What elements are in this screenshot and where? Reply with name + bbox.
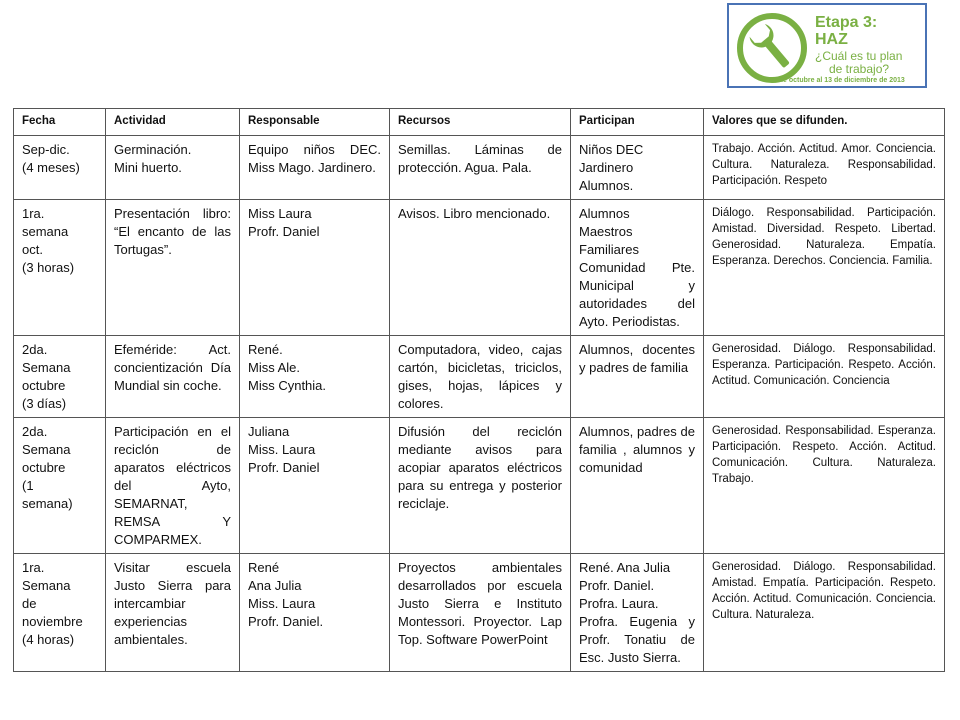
header-recursos: Recursos [390,109,571,136]
cell-participan [571,336,704,418]
table-row [14,336,945,418]
cell-line: Alumnos, padres de familia , alumnos y comunidad [579,424,695,475]
cell-fecha [14,336,106,418]
cell-valores: Generosidad. Diálogo. Responsabilidad. Esperanza. Participación. Respeto. Acción. Actitud. Comunicación. Conciencia [704,336,945,418]
cell-line: octubre [22,378,66,393]
cell-line: (4 horas) [22,632,75,647]
cell-participan [571,136,704,200]
cell-line: (3 días) [22,396,67,411]
table-row [14,554,945,672]
cell-line: Alumnos [579,206,630,221]
cell-line: René. Ana Julia [579,560,671,575]
cell-line: de [22,596,37,611]
table-row [14,136,945,200]
cell-recursos: Difusión del reciclón mediante avisos para acopiar aparatos eléctricos para su entrega y posterior reciclaje. [390,418,571,554]
cell-line: Semana [22,578,71,593]
table-row [14,418,945,554]
cell-line: Alumnos, docentes y padres de familia [579,342,695,375]
work-plan-table [13,108,945,672]
cell-line: Profr. Daniel. [579,578,655,593]
badge-question-line1: ¿Cuál es tu plan [815,49,903,63]
cell-actividad [106,136,240,200]
cell-responsable [240,200,390,336]
cell-fecha [14,554,106,672]
cell-valores: Generosidad. Diálogo. Responsabilidad. Amistad. Empatía. Participación. Respeto. Acción. Actitud. Comunicación. Conciencia. Cultura. Naturaleza. [704,554,945,672]
cell-line: Mini huerto. [114,160,182,175]
cell-valores: Diálogo. Responsabilidad. Participación. Amistad. Diversidad. Respeto. Libertad. Generosidad. Naturaleza. Empatía. Esperanza. Derechos. Conciencia. Familia. [704,200,945,336]
cell-participan [571,200,704,336]
cell-line: Sep-dic. [22,142,70,157]
cell-line: Miss. Laura [248,596,316,611]
cell-line: Miss Ale. [248,360,301,375]
cell-line: Profr. Daniel. [248,614,324,629]
header-responsable: Responsable [240,109,390,136]
header-fecha: Fecha [14,109,106,136]
stage-badge [727,3,927,88]
badge-dates: 28 de octubre al 13 de diciembre de 2013 [769,77,905,84]
wrench-icon [735,11,809,85]
cell-line: semana [22,224,69,239]
cell-actividad [106,418,240,554]
cell-line: octubre [22,460,66,475]
cell-line: Profr. Daniel [248,460,320,475]
cell-responsable [240,418,390,554]
cell-line: 2da. [22,342,48,357]
cell-line: 1ra. [22,560,45,575]
cell-responsable: Equipo niños DEC. Miss Mago. Jardinero. [240,136,390,200]
cell-line: Participación en el reciclón de aparatos eléctricos del Ayto, SEMARNAT, REMSA Y COMPARMEX. [114,424,231,547]
cell-recursos: Avisos. Libro mencionado. [390,200,571,336]
cell-recursos: Computadora, video, cajas cartón, bicicletas, triciclos, gises, hojas, lápices y colores. [390,336,571,418]
table-header-row [14,109,945,136]
cell-valores: Trabajo. Acción. Actitud. Amor. Conciencia. Cultura. Naturaleza. Responsabilidad. Participación. Respeto [704,136,945,200]
header-participan: Participan [571,109,704,136]
cell-line: Comunidad Pte. Municipal y autoridades del Ayto. Periodistas. [579,260,695,329]
badge-question-line2: de trabajo? [829,62,890,76]
cell-participan [571,418,704,554]
cell-line: Presentación libro: “El encanto de las Tortugas”. [114,206,231,257]
cell-line: Miss Laura [248,206,312,221]
cell-line: Familiares [579,242,639,257]
cell-line: Juliana [248,424,290,439]
cell-line: oct. [22,242,43,257]
badge-stage-label: Etapa 3: [815,14,878,31]
table-row [14,200,945,336]
cell-responsable [240,336,390,418]
cell-line: (3 horas) [22,260,75,275]
cell-recursos: Semillas. Láminas de protección. Agua. Pala. [390,136,571,200]
header-valores: Valores que se difunden. [704,109,945,136]
cell-line: Niños DEC [579,142,644,157]
cell-line: 1ra. [22,206,45,221]
cell-fecha [14,200,106,336]
cell-line: Alumnos. [579,178,634,193]
cell-fecha [14,418,106,554]
cell-fecha [14,136,106,200]
cell-line: Semana [22,442,71,457]
cell-line: (1 [22,478,34,493]
cell-line: Efeméride: Act. concientización Día Mundial sin coche. [114,342,231,393]
cell-line: Visitar escuela Justo Sierra para intercambiar experiencias ambientales. [114,560,231,647]
cell-line: Jardinero [579,160,634,175]
cell-line: René [248,560,280,575]
cell-actividad [106,336,240,418]
cell-line: Miss. Laura [248,442,316,457]
cell-actividad [106,200,240,336]
cell-line: Germinación. [114,142,192,157]
cell-responsable [240,554,390,672]
badge-stage-name: HAZ [815,31,848,48]
header-actividad: Actividad [106,109,240,136]
cell-valores: Generosidad. Responsabilidad. Esperanza. Participación. Respeto. Acción. Actitud. Comunicación. Cultura. Naturaleza. Trabajo. [704,418,945,554]
cell-line: 2da. [22,424,48,439]
cell-line: Miss Cynthia. [248,378,327,393]
cell-participan [571,554,704,672]
cell-line: Maestros [579,224,633,239]
cell-line: Semana [22,360,71,375]
cell-line: Profr. Daniel [248,224,320,239]
cell-line: Profra. Eugenia y Profr. Tonatiu de Esc. Justo Sierra. [579,614,695,665]
cell-line: noviembre [22,614,83,629]
cell-line: semana) [22,496,73,511]
cell-line: (4 meses) [22,160,80,175]
cell-line: Ana Julia [248,578,302,593]
cell-line: Profra. Laura. [579,596,659,611]
cell-recursos: Proyectos ambientales desarrollados por escuela Justo Sierra e Instituto Montessori. Proyector. Lap Top. Software PowerPoint [390,554,571,672]
cell-actividad [106,554,240,672]
cell-line: René. [248,342,283,357]
